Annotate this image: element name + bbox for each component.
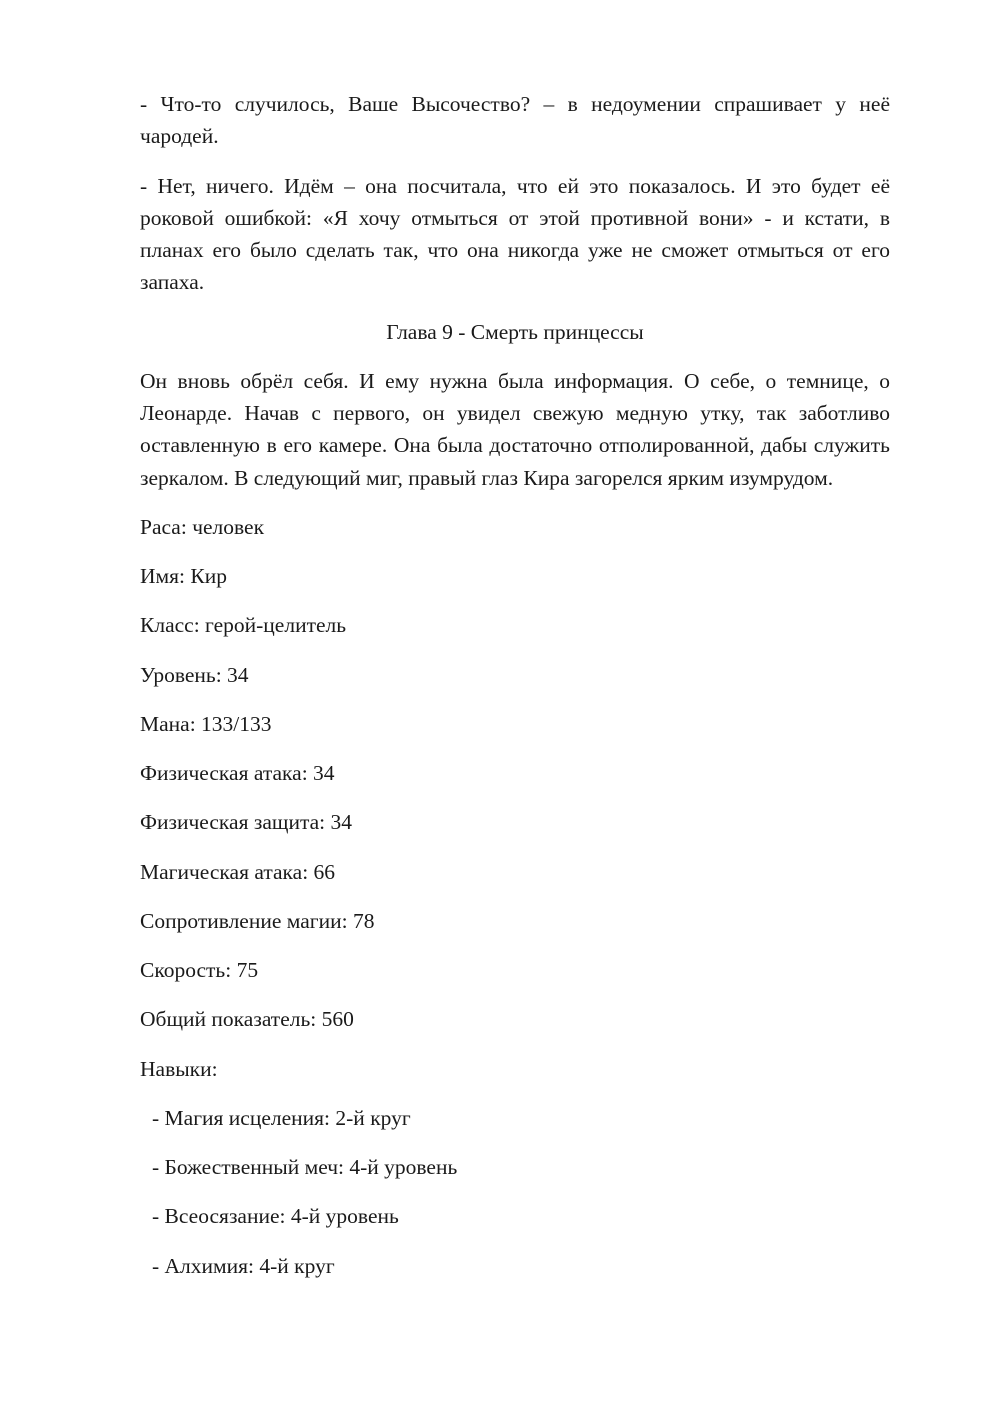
stat-name: Имя: Кир	[140, 564, 227, 588]
stat-magic-attack: Магическая атака: 66	[140, 859, 336, 884]
skill-item-3: - Всеосязание: 4-й уровень	[152, 1204, 399, 1229]
skill-item-4: - Алхимия: 4-й круг	[152, 1253, 335, 1278]
document-body	[140, 88, 890, 1282]
paragraph-dialogue-2: - Нет, ничего. Идём – она посчитала, что ей это показалось. И это будет её роковой ошибкой: «Я хочу отмыться от этой противной вони» - и кстати, в планах его было сделать так, что она никогда уже не сможет отмыться от его запаха.	[140, 173, 890, 295]
chapter-heading: Глава 9 - Смерть принцессы	[386, 319, 644, 344]
stat-race: Раса: человек	[140, 514, 265, 539]
skill-item-2: - Божественный меч: 4-й уровень	[152, 1155, 458, 1179]
skills-label: Навыки:	[140, 1056, 218, 1081]
stat-magic-resistance: Сопротивление магии: 78	[140, 908, 375, 933]
stat-class: Класс: герой-целитель	[140, 613, 347, 638]
stat-speed: Скорость: 75	[140, 958, 259, 982]
paragraph-dialogue-1: - Что-то случилось, Ваше Высочество? – в недоумении спрашивает у неё чародей.	[140, 92, 890, 149]
stat-total: Общий показатель: 560	[140, 1007, 354, 1032]
paragraph-narrative: Он вновь обрёл себя. И ему нужна была информация. О себе, о темнице, о Леонарде. Начав с первого, он увидел свежую медную утку, так заботливо оставленную в его камере. Она была достаточно отполированной, дабы служить зеркалом. В следующий миг, правый глаз Кира загорелся ярким изумрудом.	[140, 368, 890, 490]
skill-item-1: - Магия исцеления: 2-й круг	[152, 1105, 411, 1130]
stat-level: Уровень: 34	[140, 662, 249, 687]
stat-mana: Мана: 133/133	[140, 711, 272, 736]
stat-physical-attack: Физическая атака: 34	[140, 761, 335, 785]
stat-physical-defense: Физическая защита: 34	[140, 810, 352, 835]
